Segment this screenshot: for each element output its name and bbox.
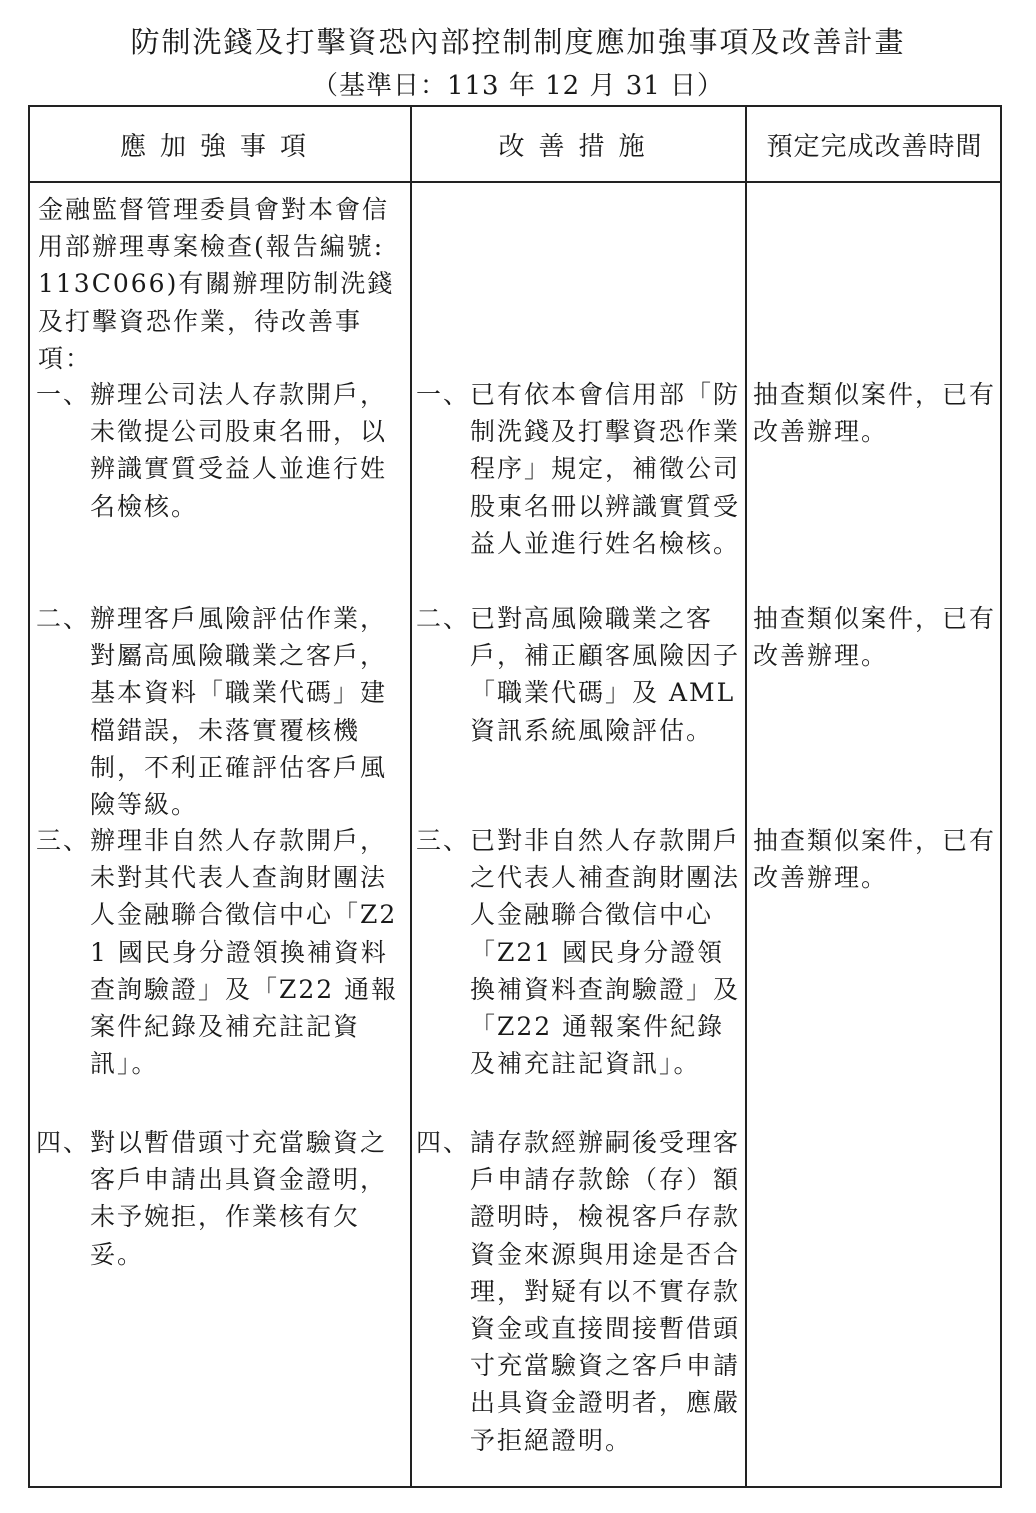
issue-text: 辦理公司法人存款開戶，未徵提公司股東名冊，以辨識實質受益人並進行姓名檢核。	[90, 380, 388, 521]
issue-text: 辦理非自然人存款開戶，未對其代表人查詢財團法人金融聯合徵信中心「Z21 國民身分證領換補資料查詢驗證」及「Z22 通報案件紀錄及補充註記資訊」。	[90, 826, 399, 1079]
issue-number: 三、	[36, 826, 91, 855]
document-title: 防制洗錢及打擊資恐內部控制制度應加強事項及改善計畫	[130, 25, 906, 59]
measure-item-4	[416, 1124, 744, 1459]
measure-item-2	[416, 600, 744, 749]
issue-text: 辦理客戶風險評估作業，對屬高風險職業之客戶，基本資料「職業代碼」建檔錯誤，未落實覆核機制，不利正確評估客戶風險等級。	[90, 604, 388, 820]
column-divider-2	[745, 107, 747, 1486]
deadline-item-2: 抽查類似案件，已有改善辦理。	[753, 604, 997, 671]
deadline-item-3: 抽查類似案件，已有改善辦理。	[753, 826, 997, 893]
issue-text: 對以暫借頭寸充當驗資之客戶申請出具資金證明，未予婉拒，作業核有欠妥。	[90, 1128, 388, 1269]
improvement-plan-table	[28, 105, 1002, 1488]
issue-item-1	[36, 376, 406, 525]
header-issue: 應加強事項	[119, 131, 320, 162]
column-divider-1	[410, 107, 412, 1486]
measure-text: 請存款經辦嗣後受理客戶申請存款餘（存）額證明時，檢視客戶存款資金來源與用途是否合理，對疑有以不實存款資金或直接間接暫借頭寸充當驗資之客戶申請出具資金證明者，應嚴予拒絕證明。	[470, 1128, 741, 1455]
measure-number: 二、	[416, 604, 471, 633]
header-measure: 改善措施	[498, 131, 659, 162]
header-divider	[30, 181, 1000, 183]
intro-paragraph: 金融監督管理委員會對本會信用部辦理專案檢查(報告編號:113C066)有關辦理防制洗錢及打擊資恐作業，待改善事項：	[38, 195, 395, 373]
measure-text: 已對非自然人存款開戶之代表人補查詢財團法人金融聯合徵信中心「Z21 國民身分證領換補資料查詢驗證」及「Z22 通報案件紀錄及補充註記資訊」。	[470, 826, 741, 1079]
measure-text: 已有依本會信用部「防制洗錢及打擊資恐作業程序」規定，補徵公司股東名冊以辨識實質受益人並進行姓名檢核。	[470, 380, 741, 558]
measure-number: 一、	[416, 380, 471, 409]
measure-text: 已對高風險職業之客戶，補正顧客風險因子「職業代碼」及 AML 資訊系統風險評估。	[470, 604, 741, 745]
header-deadline: 預定完成改善時間	[766, 131, 983, 162]
issue-item-3	[36, 822, 406, 1082]
issue-item-2	[36, 600, 406, 823]
measure-item-3	[416, 822, 744, 1082]
deadline-item-1: 抽查類似案件，已有改善辦理。	[753, 380, 997, 447]
issue-number: 二、	[36, 604, 91, 633]
issue-number: 四、	[36, 1128, 91, 1157]
issue-item-4	[36, 1124, 406, 1273]
measure-item-1	[416, 376, 744, 562]
issue-number: 一、	[36, 380, 91, 409]
measure-number: 四、	[416, 1128, 471, 1157]
measure-number: 三、	[416, 826, 471, 855]
base-date-subtitle: （基準日：113 年 12 月 31 日）	[311, 71, 725, 101]
